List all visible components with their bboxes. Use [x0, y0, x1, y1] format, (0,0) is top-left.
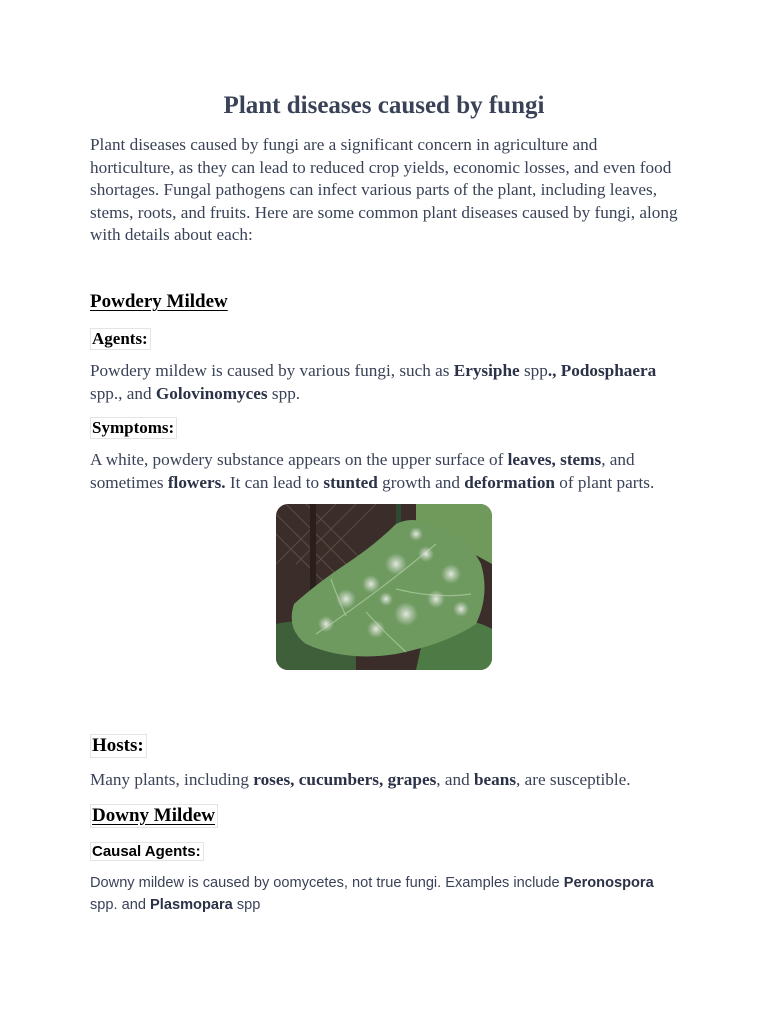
intro-paragraph: Plant diseases caused by fungi are a significant concern in agriculture and horticulture, as they can lead to reduced crop yields, economic losses, and even food shortages. Fungal pathogens can infect various parts of the plant, including leaves, stems, roots, and fruits. Here are some common plant diseases caused by fungi, along with details about each:: [90, 135, 678, 244]
agents-label: Agents:: [90, 328, 151, 350]
text-run: Downy mildew is caused by oomycetes, not true fungi. Examples include: [90, 875, 564, 891]
bold-run: leaves, stems: [507, 450, 602, 469]
text-run: It can lead to: [225, 472, 324, 492]
bold-run: roses, cucumbers, grapes: [253, 770, 437, 789]
bold-run: flowers.: [167, 472, 226, 492]
text-run: spp.: [267, 383, 301, 403]
downy-agents-paragraph: [90, 872, 682, 916]
text-run: Many plants, including: [90, 770, 254, 789]
text-run: spp. and: [90, 897, 151, 913]
hosts-label: Hosts:: [90, 734, 147, 758]
text-run: of plant parts.: [554, 472, 655, 492]
powdery-hosts-paragraph: [90, 769, 682, 792]
bold-run: Erysiphe: [453, 361, 520, 380]
text-run: spp., and: [90, 383, 156, 403]
bold-run: Peronospora: [563, 875, 654, 891]
text-run: spp: [232, 897, 261, 913]
text-run: growth and: [377, 472, 465, 492]
bold-run: stunted: [323, 472, 378, 492]
text-run: A white, powdery substance appears on the upper surface of: [90, 450, 508, 469]
powdery-symptoms-paragraph: [90, 449, 682, 494]
text-run: spp: [519, 361, 548, 380]
section-heading-downy-mildew: Downy Mildew: [90, 804, 218, 828]
leaf-illustration: [276, 504, 492, 670]
bold-run: Plasmopara: [150, 897, 233, 913]
bold-run: Golovinomyces: [155, 383, 268, 403]
bold-run: ., Podosphaera: [547, 361, 657, 380]
bold-run: beans: [473, 770, 517, 789]
powdery-agents-paragraph: [90, 360, 682, 405]
causal-agents-label: Causal Agents:: [90, 842, 204, 861]
text-run: Powdery mildew is caused by various fungi, such as: [90, 361, 454, 380]
text-run: , are susceptible.: [516, 770, 631, 789]
powdery-mildew-leaf-photo: [276, 504, 492, 670]
text-run: , and sometimes: [90, 450, 635, 492]
bold-run: deformation: [464, 472, 555, 492]
section-heading-powdery-mildew: Powdery Mildew: [90, 291, 228, 312]
text-run: , and: [436, 770, 474, 789]
page-title: Plant diseases caused by fungi: [223, 92, 545, 119]
symptoms-label: Symptoms:: [90, 417, 177, 439]
